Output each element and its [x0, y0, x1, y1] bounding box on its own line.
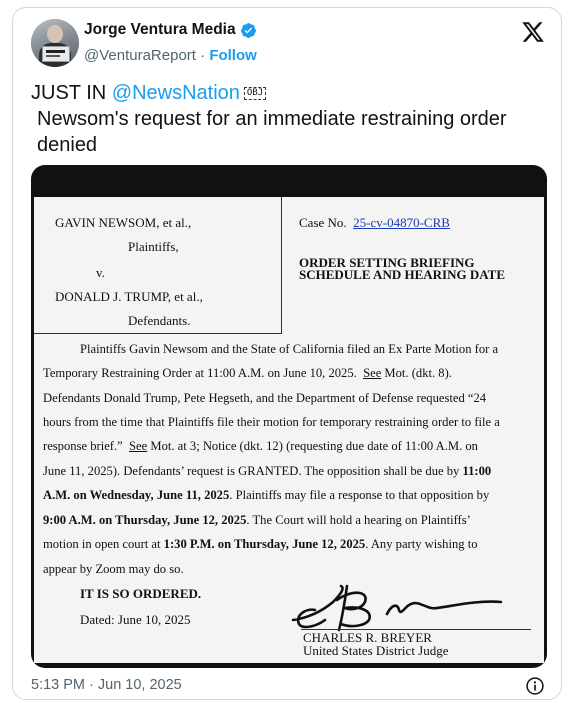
dated-line: Dated: June 10, 2025 — [80, 612, 191, 627]
tweet-prefix: JUST IN — [31, 82, 112, 104]
caption-defendant: DONALD J. TRUMP, et al., — [55, 289, 203, 304]
body-line: motion in open court at 1:30 P.M. on Thursday, June 12, 2025. Any party wishing to — [43, 537, 478, 551]
attached-image[interactable] — [31, 165, 547, 668]
order-title-line-2: SCHEDULE AND HEARING DATE — [299, 267, 505, 282]
caption-plaintiffs-label: Plaintiffs, — [128, 239, 179, 254]
caption-versus: v. — [96, 265, 105, 280]
case-number-link[interactable]: 25-cv-04870-CRB — [353, 215, 450, 230]
judge-signature — [287, 580, 517, 636]
separator-dot: · — [200, 47, 206, 64]
body-line: Defendants Donald Trump, Pete Hegseth, and the Department of Defense requested “24 — [43, 391, 487, 405]
info-icon[interactable] — [525, 676, 545, 696]
object-replacement-glyph: OBJ — [244, 87, 266, 100]
body-line: June 11, 2025). Defendants’ request is GRANTED. The opposition shall be due by 11:00 — [43, 464, 492, 478]
follow-button[interactable]: Follow — [209, 47, 257, 64]
judge-title: United States District Judge — [303, 643, 449, 658]
body-line: response brief.” See Mot. at 3; Notice (dkt. 12) (requesting due date of 11:00 A.M. on — [43, 439, 478, 453]
mention-link[interactable]: @NewsNation — [111, 82, 240, 104]
author-name[interactable] — [84, 21, 257, 39]
author-handle[interactable]: @VenturaReport — [84, 47, 196, 64]
case-number-row — [299, 215, 450, 231]
tweet-body: Newsom's request for an immediate restraining order denied — [37, 108, 507, 156]
so-ordered-line: IT IS SO ORDERED. — [80, 586, 202, 601]
x-logo-icon[interactable] — [521, 20, 545, 44]
case-label: Case No. — [299, 215, 347, 230]
judge-name: CHARLES R. BREYER — [303, 630, 432, 645]
author-display-name[interactable]: Jorge Ventura Media — [84, 21, 236, 38]
avatar[interactable] — [31, 19, 79, 67]
body-line: hours from the time that Plaintiffs file their motion for temporary restraining order to file a — [43, 415, 500, 429]
body-line: appear by Zoom may do so. — [43, 562, 184, 576]
body-line: Plaintiffs Gavin Newsom and the State of California filed an Ex Parte Motion for a — [80, 342, 499, 356]
tweet-text — [31, 80, 531, 158]
tweet-timestamp[interactable]: 5:13 PM · Jun 10, 2025 — [31, 677, 182, 693]
body-line: A.M. on Wednesday, June 11, 2025. Plaintiffs may file a response to that opposition by — [43, 488, 490, 502]
order-title-line-1: ORDER SETTING BRIEFING — [299, 255, 475, 270]
caption-defendants-label: Defendants. — [128, 313, 191, 328]
caption-plaintiff: GAVIN NEWSOM, et al., — [55, 215, 192, 230]
handle-row — [84, 47, 257, 64]
body-line: Temporary Restraining Order at 11:00 A.M. on June 10, 2025. See Mot. (dkt. 8). — [43, 366, 452, 380]
verified-badge-icon — [240, 22, 257, 39]
court-order-document — [34, 197, 544, 663]
body-line: 9:00 A.M. on Thursday, June 12, 2025. The Court will hold a hearing on Plaintiffs’ — [43, 513, 471, 527]
